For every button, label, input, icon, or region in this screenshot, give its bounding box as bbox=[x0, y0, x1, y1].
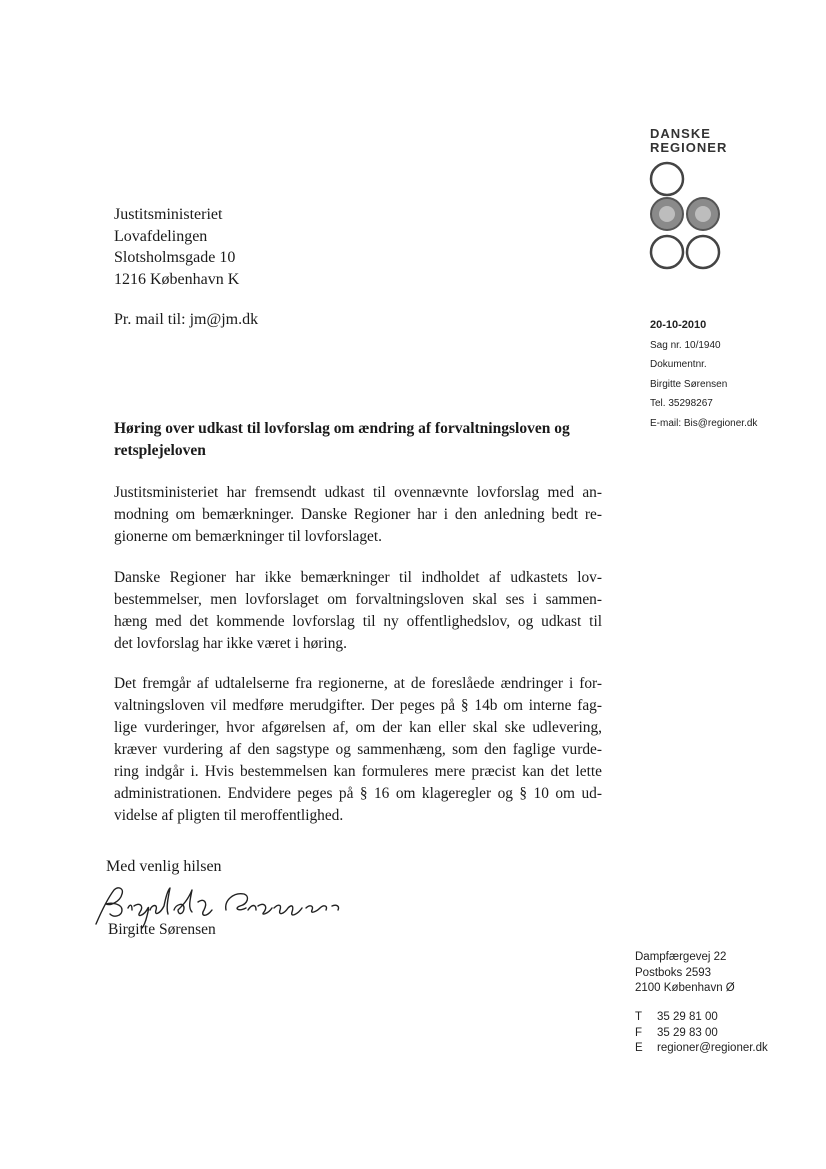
sender-phone: Tel. 35298267 bbox=[650, 398, 713, 410]
contact-email-row bbox=[635, 1041, 768, 1057]
letter-metadata bbox=[650, 316, 757, 434]
signer-name: Birgitte Sørensen bbox=[108, 921, 216, 938]
letter-subject: Høring over udkast til lovforslag om ændring af forvaltningsloven og retsplejeloven bbox=[114, 420, 570, 459]
case-number: Sag nr. 10/1940 bbox=[650, 339, 721, 351]
sender-address bbox=[635, 950, 735, 997]
text-line: ring indgår i. Hvis bestemmelsen kan formuleres mere præcist kan det lette bbox=[114, 763, 602, 780]
document-number: Dokumentnr. bbox=[650, 359, 707, 371]
contact-phone-row bbox=[635, 1010, 768, 1026]
text-line: kræver vurdering af den sagstype og sammenhæng, som den faglige vurde- bbox=[114, 741, 602, 758]
logo-wordmark bbox=[650, 127, 727, 155]
mail-to-line: Pr. mail til: jm@jm.dk bbox=[114, 311, 259, 328]
body-paragraph-2 bbox=[114, 567, 602, 655]
address-city: 2100 København Ø bbox=[635, 982, 735, 994]
recipient-line: Slotsholmsgade 10 bbox=[114, 249, 236, 266]
fax-label: F bbox=[635, 1026, 643, 1039]
recipient-line: Lovafdelingen bbox=[114, 227, 208, 245]
text-line: hæng med det kommende lovforslag til ny offentlighedslov, og udkast til bbox=[114, 613, 602, 630]
contact-fax-row bbox=[635, 1026, 768, 1042]
closing-greeting: Med venlig hilsen bbox=[106, 858, 222, 875]
sender-name: Birgitte Sørensen bbox=[650, 378, 728, 390]
sender-email: E-mail: Bis@regioner.dk bbox=[650, 417, 758, 429]
phone-number: 35 29 81 00 bbox=[657, 1011, 718, 1023]
text-line: bestemmelser, men lovforslaget om forvaltningsloven skal ses i sammen- bbox=[114, 591, 602, 608]
address-street: Dampfærgevej 22 bbox=[635, 951, 727, 963]
text-line: modning om bemærkninger. Danske Regioner har i den anledning bedt re- bbox=[114, 506, 602, 523]
recipient-address bbox=[114, 204, 239, 290]
text-line: administrationen. Endvidere peges på § 16 om klageregler og § 10 om ud- bbox=[114, 785, 602, 802]
danske-regioner-logo-icon bbox=[646, 160, 724, 272]
recipient-line: 1216 København K bbox=[114, 270, 240, 288]
sender-contact bbox=[635, 1010, 768, 1057]
logo-line-1: DANSKE bbox=[650, 126, 711, 141]
body-paragraph-3 bbox=[114, 673, 602, 827]
text-line: valtningsloven vil medføre merudgifter. Der peges på § 14b om interne fag- bbox=[114, 697, 602, 714]
recipient-line: Justitsministeriet bbox=[114, 206, 223, 223]
text-line: Justitsministeriet har fremsendt udkast til ovennævnte lovforslag med an- bbox=[114, 484, 602, 501]
text-line: gionerne om bemærkninger til lovforslaget. bbox=[114, 528, 382, 545]
text-line: Det fremgår af udtalelserne fra regionerne, at de foreslåede ændringer i for- bbox=[114, 675, 602, 692]
fax-number: 35 29 83 00 bbox=[657, 1026, 718, 1039]
email-address: regioner@regioner.dk bbox=[657, 1042, 768, 1054]
body-paragraph-1 bbox=[114, 482, 602, 548]
phone-label: T bbox=[635, 1011, 643, 1023]
letter-date: 20-10-2010 bbox=[650, 319, 707, 331]
text-line: Danske Regioner har ikke bemærkninger til indholdet af udkastets lov- bbox=[114, 569, 602, 586]
address-pobox: Postboks 2593 bbox=[635, 966, 712, 979]
text-line: videlse af pligten til meroffentlighed. bbox=[114, 807, 344, 824]
text-line: lige vurderinger, hvor afgørelsen af, om der kan eller skal ske udlevering, bbox=[114, 719, 602, 736]
email-label: E bbox=[635, 1042, 643, 1054]
text-line: det lovforslag har ikke været i høring. bbox=[114, 635, 347, 652]
logo-line-2: REGIONER bbox=[650, 140, 728, 155]
